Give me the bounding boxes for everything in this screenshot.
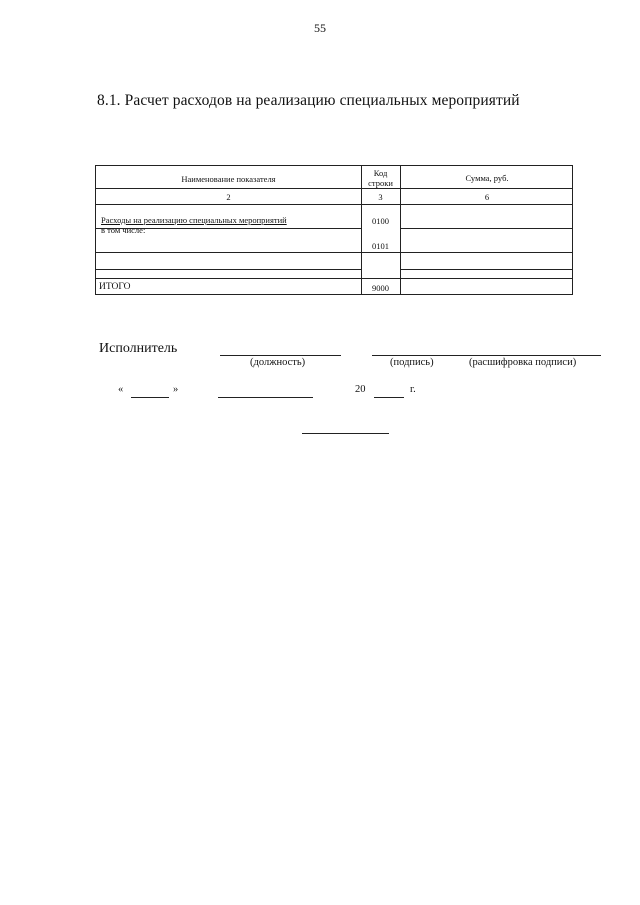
total-label: ИТОГО [99,282,131,292]
column-number-sum: 6 [484,192,490,202]
position-line [220,355,341,356]
column-number-code: 3 [378,192,383,202]
section-heading: 8.1. Расчет расходов на реализацию специальных мероприятий [97,92,520,109]
row-divider [96,252,572,253]
year-prefix: 20 [355,384,366,395]
header-code-line1: Код [373,168,388,178]
decoding-caption: (расшифровка подписи) [469,357,577,368]
header-code-line2: строки [368,178,393,188]
expenses-table [95,165,573,295]
signature-caption: (подпись) [390,357,434,368]
row-name: в том числе: [101,225,146,235]
total-code: 9000 [372,283,389,293]
header-sum: Сумма, руб. [465,173,509,183]
row-divider [96,188,572,189]
column-divider [400,166,401,294]
row-code: 0100 [372,216,389,226]
executor-label: Исполнитель [99,341,178,356]
row-divider [400,228,572,229]
row-name: Расходы на реализацию специальных мероприятий [101,215,287,225]
row-divider [400,269,572,270]
header-name: Наименование показателя [181,174,276,184]
quote-open: « [118,384,124,395]
position-caption: (должность) [250,357,306,368]
signature-line [372,355,601,356]
separator-line [302,433,389,434]
quote-close: » [173,384,179,395]
year-line [374,397,404,398]
row-divider [96,204,572,205]
row-code: 0101 [372,241,389,251]
year-suffix: г. [410,384,416,395]
month-line [218,397,313,398]
page-number: 55 [314,21,326,35]
column-number-name: 2 [226,192,231,202]
row-divider [96,269,361,270]
row-divider [96,278,572,279]
day-line [131,397,169,398]
